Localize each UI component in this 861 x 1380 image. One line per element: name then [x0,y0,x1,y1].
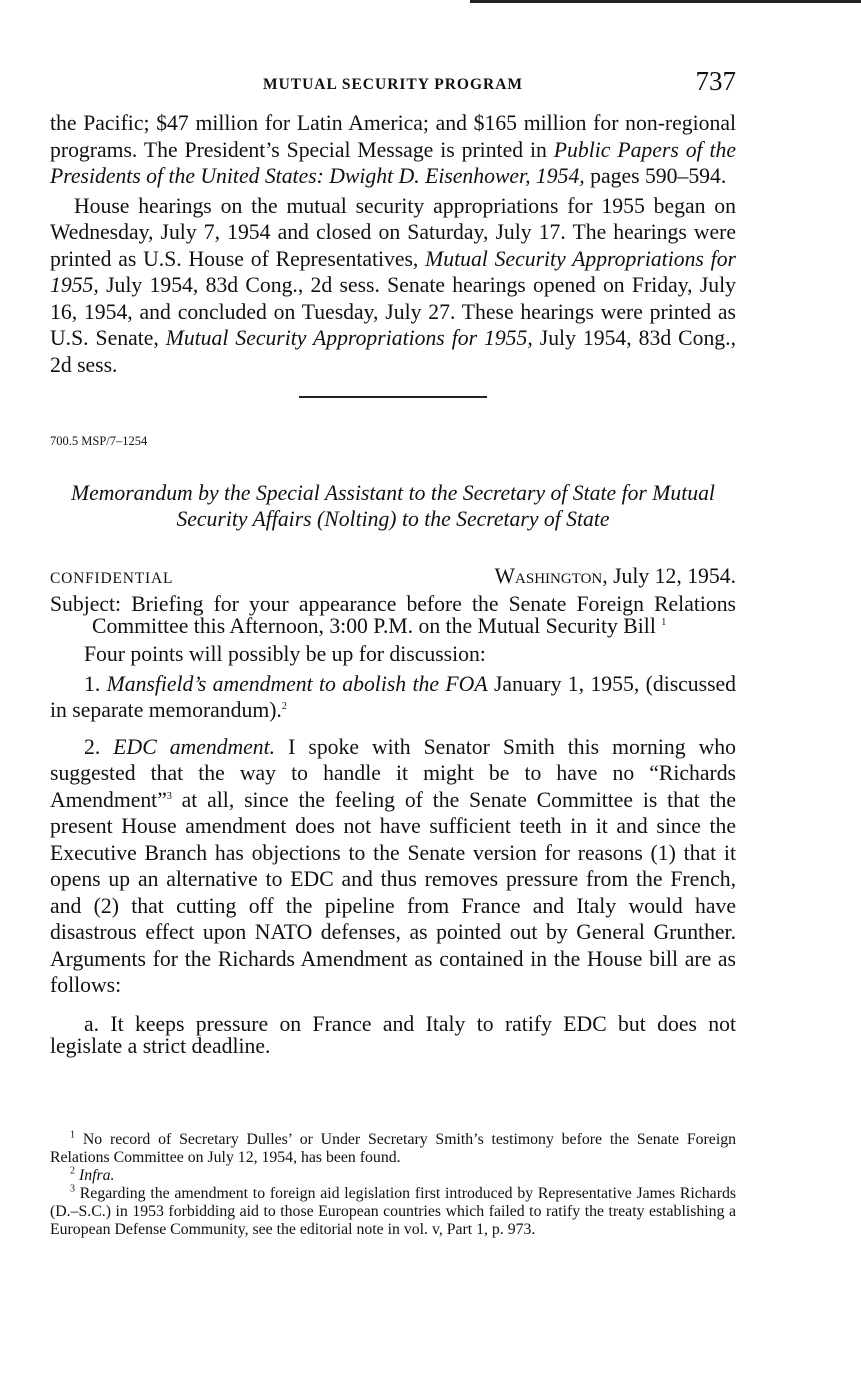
page-header [50,66,736,96]
footnote-1: $^1$ No record of Secretary Dulles’ or Under Secretary Smith’s testimony before the Senate Foreign Relations Committee on July 12, 1954, has been found. [50,1129,737,1166]
file-number: 700.5 MSP/7–1254 [50,433,148,448]
citation-title: Public Papers of the Presidents of the United States: Dwight D. Eisenhower, 1954, [50,137,736,188]
footnote-ref: 1 [661,616,667,628]
subject-line: Subject: Briefing for your appearance before the Senate Foreign Relations Committee this Afternoon, 3:00 P.M. on the Mutual Security Bill $^1$ [50,592,736,638]
page-body [50,110,736,1057]
citation-title: Mutual Security Appropriations for 1955, [50,246,736,297]
point-2a: a. It keeps pressure on France and Italy to ratify EDC but does not legislate a strict deadline. [50,1011,736,1058]
classification-label: CONFIDENTIAL [50,570,174,587]
points-intro: Four points will possibly be up for discussion: [84,642,486,666]
point-2: 2. EDC amendment. I spoke with Senator Smith this morning who suggested that the way to handle it might be to have no “Richards Amendment”$^3$ at all, since the feeling of the Senate Committee is that the present House amendment does not have sufficient teeth in it and since the Executive Branch has objections to the Senate version for reasons (1) that it opens up an alternative to EDC and thus removes pressure from the French, and (2) that cutting off the pipeline from France and Italy would have disastrous effect upon NATO defenses, as pointed out by General Grunther. Arguments for the Richards Amendment as contained in the House bill are as follows: [50,734,736,997]
footnote-ref: 3 [166,790,172,802]
page-number: 737 [695,66,736,96]
place: Washington, [494,564,608,588]
document-title: Memorandum by the Special Assistant to the Secretary of State for Mutual Security Affairs (Nolting) to the Secretary of State [71,481,715,531]
dateline [50,563,736,589]
section-divider [299,396,487,398]
top-border-rule [470,0,861,3]
intro-paragraph-1: the Pacific; $47 million for Latin America; and $165 million for non-regional programs. The President’s Special Message is printed in Public Papers of the Presidents of the United States: Dwight D. Eisenhower, 1954, pages 590–594. [50,111,736,188]
footnotes [50,1131,736,1239]
place-date [495,563,736,590]
footnote-3: $^3$ Regarding the amendment to foreign aid legislation first introduced by Representative James Richards (D.–S.C.) in 1953 forbidding aid to those European countries which failed to ratify the treaty establishing a European Defense Community, see the editorial note in vol. v, Part 1, p. 973. [50,1183,737,1238]
running-head: MUTUAL SECURITY PROGRAM [262,76,524,93]
point-1: 1. Mansfield’s amendment to abolish the FOA January 1, 1955, (discussed in separate memorandum).$^2$ [50,671,736,722]
date: July 12, 1954. [607,564,736,588]
intro-paragraph-2: House hearings on the mutual security appropriations for 1955 began on Wednesday, July 7, 1954 and closed on Saturday, July 17. The hearings were printed as U.S. House of Representatives, Mutual Security Appropriations for 1955, July 1954, 83d Cong., 2d sess. Senate hearings opened on Friday, July 16, 1954, and concluded on Tuesday, July 27. These hearings were printed as U.S. Senate, Mutual Security Appropriations for 1955, July 1954, 83d Cong., 2d sess. [50,193,736,377]
citation-title: Mutual Security Appropriations for 1955, [165,326,533,350]
footnote-ref: 2 [281,700,287,712]
footnote-2: $^2$ Infra. [70,1165,115,1184]
